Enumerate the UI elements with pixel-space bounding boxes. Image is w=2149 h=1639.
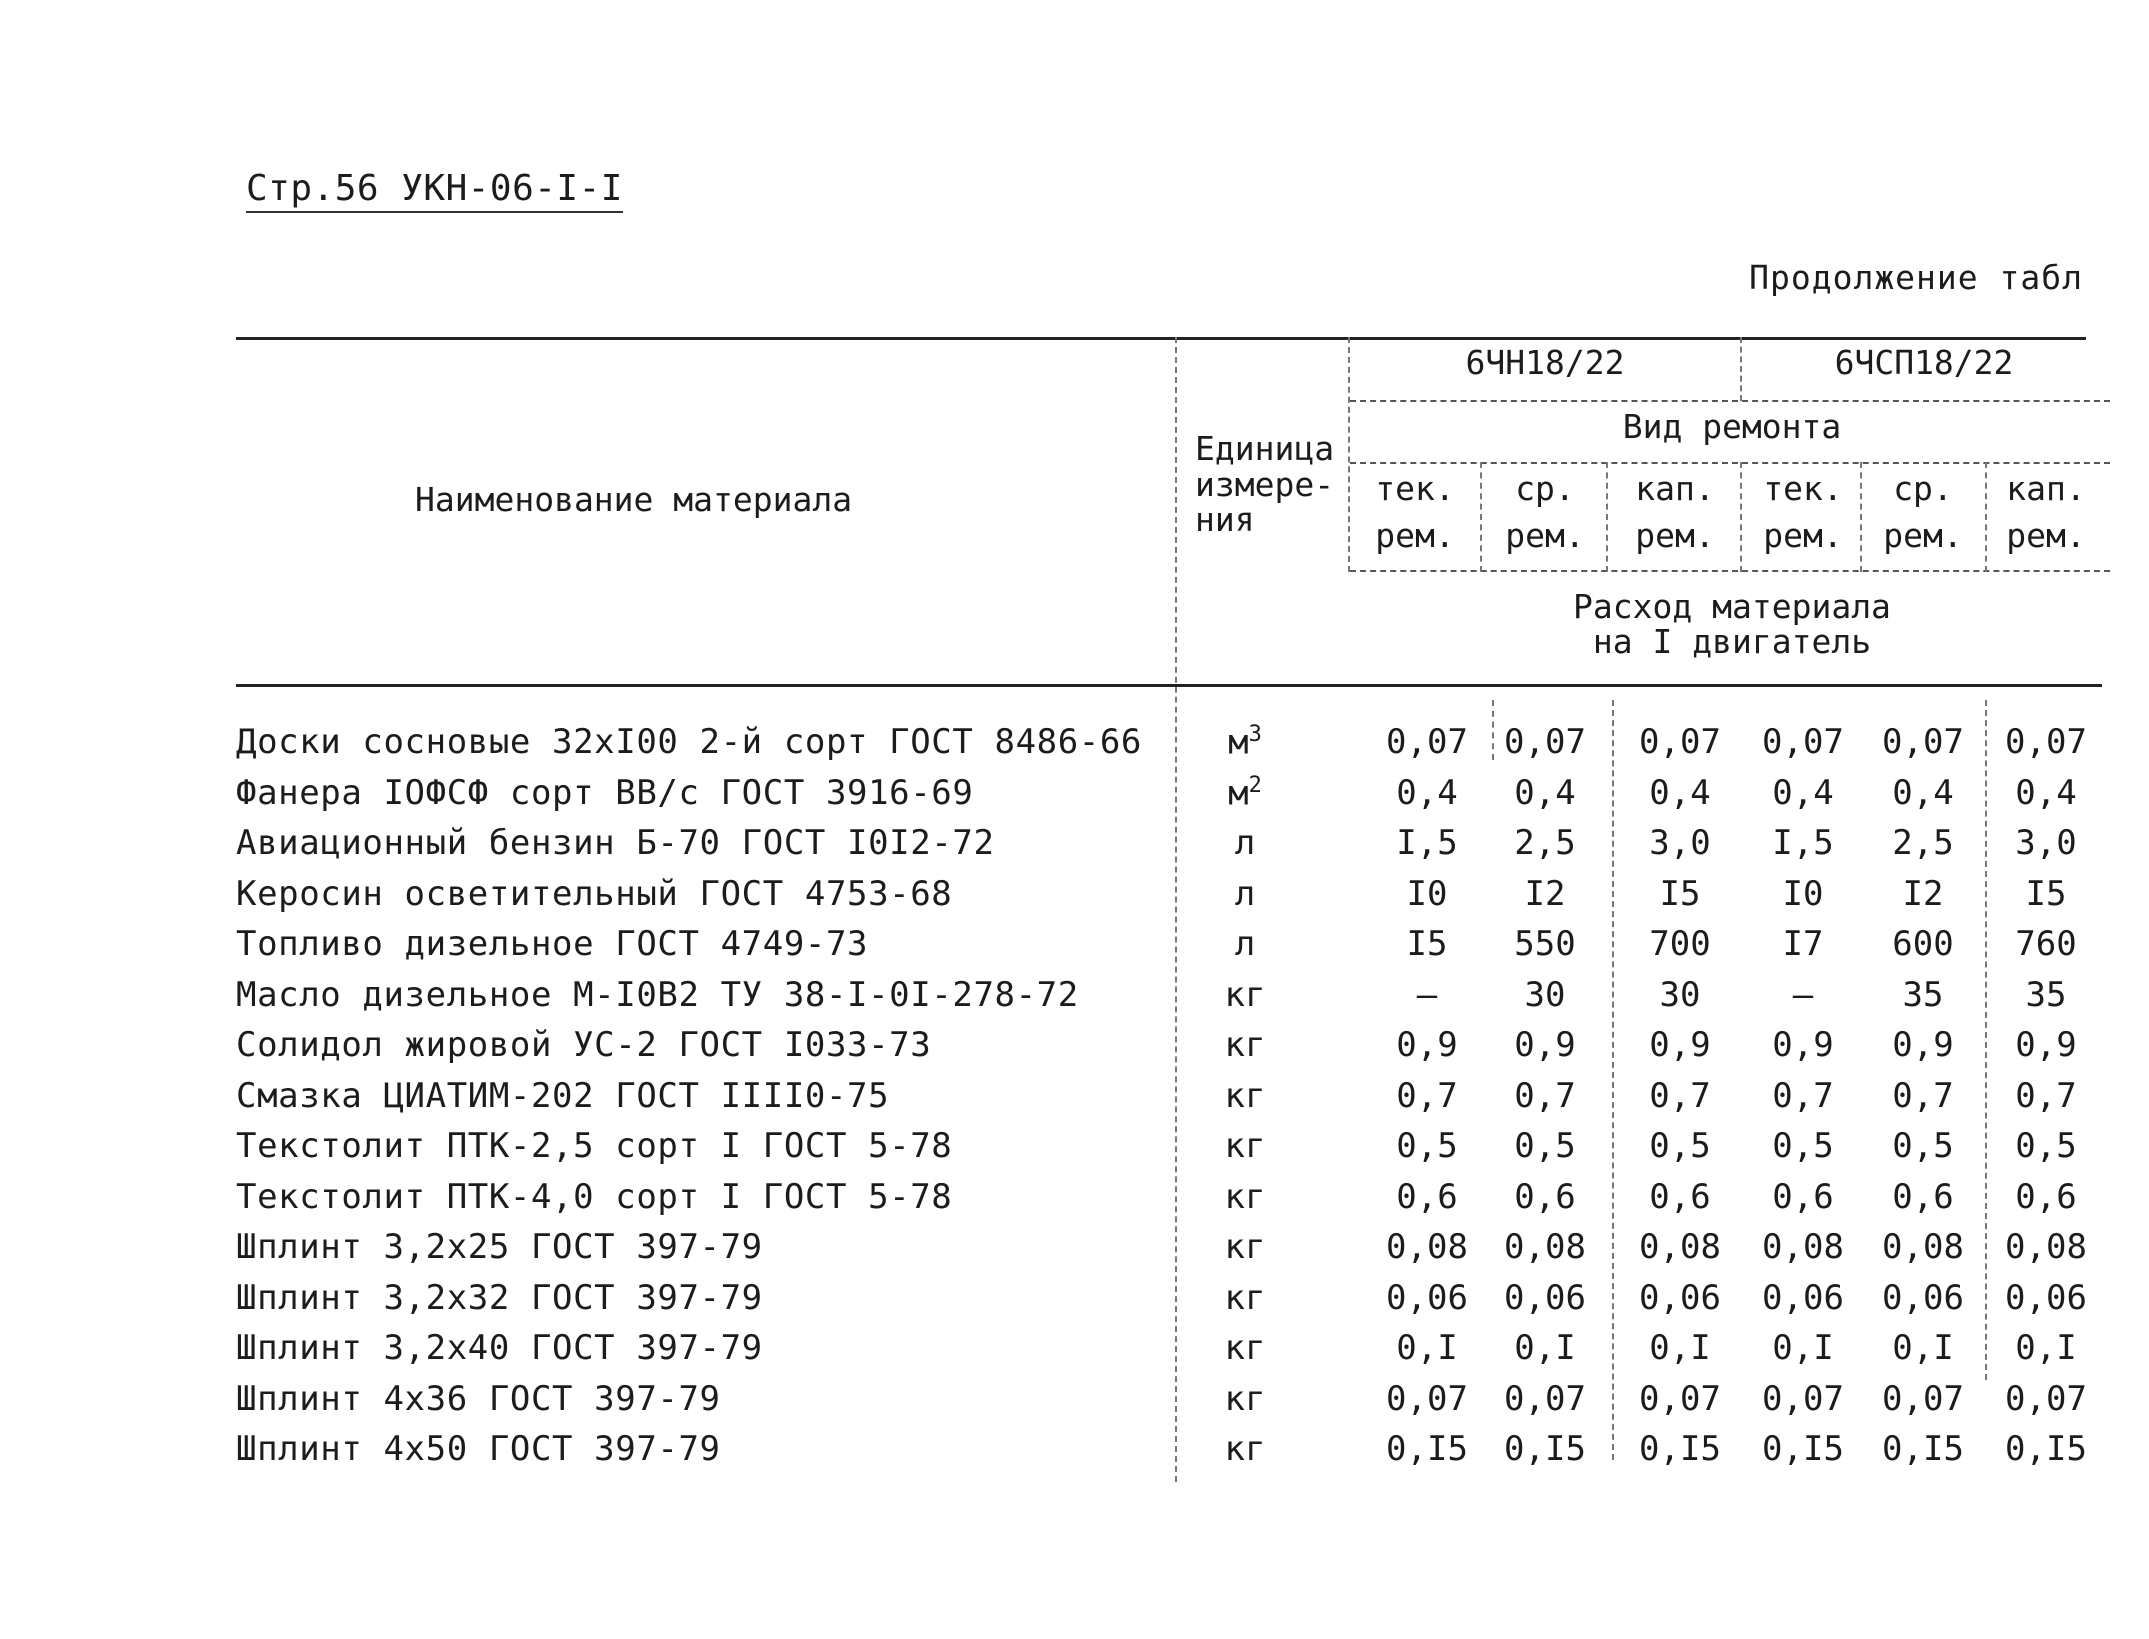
row-value-col-6: 0,07 <box>2005 722 2087 762</box>
row-value-col-3: 0,7 <box>1649 1076 1711 1116</box>
row-unit <box>1210 1379 1280 1419</box>
column-header-material-name: Наименование материала <box>415 480 853 519</box>
row-unit <box>1210 1429 1280 1469</box>
row-value-col-3: 0,06 <box>1639 1278 1721 1318</box>
row-value-col-3: 700 <box>1649 924 1711 964</box>
consumption-header-line-1: Расход материала <box>1573 587 1891 626</box>
row-value-col-2: 0,07 <box>1504 1379 1586 1419</box>
row-unit <box>1210 1076 1280 1116</box>
row-value-col-3: 0,9 <box>1649 1025 1711 1065</box>
row-unit-symbol: м <box>1228 722 1249 763</box>
repair-column-header-6-l1: кап. <box>2006 469 2086 508</box>
row-value-col-6: I5 <box>2025 874 2067 914</box>
row-value-col-4: 0,06 <box>1762 1278 1844 1318</box>
row-value-col-1: I0 <box>1406 874 1448 914</box>
row-material-name: Керосин осветительный ГОСТ 4753-68 <box>236 874 953 914</box>
row-material-name: Шплинт 4х36 ГОСТ 397-79 <box>236 1379 721 1419</box>
row-value-col-2: 0,7 <box>1514 1076 1576 1116</box>
row-value-col-5: 35 <box>1902 975 1944 1015</box>
row-unit <box>1210 1126 1280 1166</box>
row-material-name: Шплинт 3,2х25 ГОСТ 397-79 <box>236 1227 763 1267</box>
repair-type-rule <box>1350 462 2110 464</box>
row-unit <box>1210 874 1280 914</box>
row-unit <box>1210 1328 1280 1368</box>
row-unit-symbol: кг <box>1224 1278 1266 1318</box>
engine-divider <box>1740 337 1742 401</box>
data-col-divider-2 <box>1612 700 1614 1460</box>
row-material-name: Шплинт 3,2х32 ГОСТ 397-79 <box>236 1278 763 1318</box>
engine-header-rule <box>1350 400 2110 402</box>
row-value-col-2: 0,4 <box>1514 773 1576 813</box>
row-value-col-5: 0,I5 <box>1882 1429 1964 1469</box>
repair-column-header-1-l2: рем. <box>1375 516 1455 555</box>
page-reference: Стр.56 УКН-06-I-I <box>246 168 623 213</box>
row-value-col-1: I,5 <box>1396 823 1458 863</box>
row-value-col-4: I0 <box>1782 874 1824 914</box>
row-material-name: Шплинт 3,2х40 ГОСТ 397-79 <box>236 1328 763 1368</box>
row-value-col-5: 2,5 <box>1892 823 1954 863</box>
row-value-col-3: 0,5 <box>1649 1126 1711 1166</box>
row-unit-symbol: кг <box>1224 1429 1266 1469</box>
row-value-col-1: 0,07 <box>1386 722 1468 762</box>
row-value-col-2: 0,I5 <box>1504 1429 1586 1469</box>
row-material-name: Шплинт 4х50 ГОСТ 397-79 <box>236 1429 721 1469</box>
row-value-col-5: 0,07 <box>1882 722 1964 762</box>
row-value-col-5: 0,9 <box>1892 1025 1954 1065</box>
row-value-col-1: 0,4 <box>1396 773 1458 813</box>
repair-column-header-3-l1: кап. <box>1635 469 1715 508</box>
row-value-col-5: 0,07 <box>1882 1379 1964 1419</box>
row-unit-symbol: кг <box>1224 1076 1266 1116</box>
row-value-col-2: 0,9 <box>1514 1025 1576 1065</box>
row-value-col-3: 0,I <box>1649 1328 1711 1368</box>
row-value-col-6: 0,07 <box>2005 1379 2087 1419</box>
row-unit <box>1210 1177 1280 1217</box>
row-value-col-3: 0,I5 <box>1639 1429 1721 1469</box>
row-value-col-5: 0,7 <box>1892 1076 1954 1116</box>
column-header-unit-line-3: ния <box>1195 500 1255 539</box>
row-value-col-5: 0,5 <box>1892 1126 1954 1166</box>
row-value-col-6: 0,I5 <box>2005 1429 2087 1469</box>
row-unit-symbol: кг <box>1224 1177 1266 1217</box>
repair-column-header-2-l1: ср. <box>1515 469 1575 508</box>
row-value-col-4: I7 <box>1782 924 1824 964</box>
row-value-col-1: 0,07 <box>1386 1379 1468 1419</box>
repair-column-header-5-l1: ср. <box>1893 469 1953 508</box>
row-unit-exponent: 3 <box>1248 722 1262 747</box>
row-value-col-2: 550 <box>1514 924 1576 964</box>
row-value-col-6: 0,I <box>2015 1328 2077 1368</box>
repair-column-header-5-l2: рем. <box>1883 516 1963 555</box>
repair-column-header-2-l2: рем. <box>1505 516 1585 555</box>
row-value-col-6: 0,5 <box>2015 1126 2077 1166</box>
row-unit-symbol: м <box>1228 773 1249 814</box>
repair-column-header-4-l1: тек. <box>1763 469 1843 508</box>
table-continuation-label: Продолжение табл <box>1749 258 2083 297</box>
row-value-col-1: I5 <box>1406 924 1448 964</box>
row-value-col-4: 0,07 <box>1762 1379 1844 1419</box>
row-value-col-4: 0,07 <box>1762 722 1844 762</box>
row-material-name: Солидол жировой УС-2 ГОСТ I033-73 <box>236 1025 932 1065</box>
row-value-col-6: 0,06 <box>2005 1278 2087 1318</box>
row-value-col-6: 0,4 <box>2015 773 2077 813</box>
row-value-col-3: 0,07 <box>1639 1379 1721 1419</box>
unit-column-divider <box>1348 337 1350 572</box>
row-unit-symbol: кг <box>1224 1025 1266 1065</box>
row-value-col-4: 0,08 <box>1762 1227 1844 1267</box>
row-value-col-4: 0,I <box>1772 1328 1834 1368</box>
row-value-col-1: 0,9 <box>1396 1025 1458 1065</box>
row-value-col-4: 0,7 <box>1772 1076 1834 1116</box>
row-material-name: Текстолит ПТК-4,0 сорт I ГОСТ 5-78 <box>236 1177 953 1217</box>
row-unit <box>1210 924 1280 964</box>
repair-col-divider-1 <box>1480 462 1482 572</box>
row-material-name: Смазка ЦИАТИМ-202 ГОСТ IIII0-75 <box>236 1076 890 1116</box>
row-value-col-3: 0,07 <box>1639 722 1721 762</box>
repair-column-header-4-l2: рем. <box>1763 516 1843 555</box>
row-value-col-6: 0,7 <box>2015 1076 2077 1116</box>
row-value-col-2: 0,08 <box>1504 1227 1586 1267</box>
row-value-col-1: – <box>1416 975 1438 1015</box>
repair-column-header-6-l2: рем. <box>2006 516 2086 555</box>
row-unit <box>1210 722 1280 762</box>
repair-type-header: Вид ремонта <box>1622 407 1842 446</box>
row-value-col-5: 600 <box>1892 924 1954 964</box>
column-header-unit-line-2: измере- <box>1195 465 1335 504</box>
row-material-name: Топливо дизельное ГОСТ 4749-73 <box>236 924 869 964</box>
row-value-col-4: 0,I5 <box>1762 1429 1844 1469</box>
column-header-unit-line-1: Единица <box>1195 429 1335 468</box>
row-value-col-5: 0,08 <box>1882 1227 1964 1267</box>
name-column-divider <box>1175 337 1177 1482</box>
row-value-col-2: 0,5 <box>1514 1126 1576 1166</box>
row-value-col-3: 30 <box>1659 975 1701 1015</box>
row-unit-exponent: 2 <box>1248 773 1262 798</box>
row-value-col-3: I5 <box>1659 874 1701 914</box>
row-value-col-4: I,5 <box>1772 823 1834 863</box>
row-unit-symbol: л <box>1234 823 1256 863</box>
row-unit-symbol: л <box>1234 924 1256 964</box>
row-material-name: Фанера IОФСФ сорт ВВ/с ГОСТ 3916-69 <box>236 773 974 813</box>
row-value-col-6: 0,6 <box>2015 1177 2077 1217</box>
row-unit <box>1210 1278 1280 1318</box>
row-value-col-1: 0,I <box>1396 1328 1458 1368</box>
row-material-name: Масло дизельное М-I0В2 ТУ 38-I-0I-278-72 <box>236 975 1079 1015</box>
row-value-col-1: 0,7 <box>1396 1076 1458 1116</box>
repair-column-header-3-l2: рем. <box>1635 516 1715 555</box>
repair-col-divider-3 <box>1740 462 1742 572</box>
row-unit <box>1210 823 1280 863</box>
row-value-col-2: 0,6 <box>1514 1177 1576 1217</box>
row-value-col-3: 0,4 <box>1649 773 1711 813</box>
row-value-col-6: 760 <box>2015 924 2077 964</box>
row-value-col-3: 0,6 <box>1649 1177 1711 1217</box>
row-unit-symbol: кг <box>1224 1328 1266 1368</box>
row-unit-symbol: кг <box>1224 975 1266 1015</box>
consumption-header-line-2: на I двигатель <box>1592 622 1872 661</box>
row-unit <box>1210 1025 1280 1065</box>
row-value-col-5: I2 <box>1902 874 1944 914</box>
engine-header-6ChSP: 6ЧСП18/22 <box>1834 343 2014 382</box>
row-value-col-6: 0,08 <box>2005 1227 2087 1267</box>
row-value-col-6: 0,9 <box>2015 1025 2077 1065</box>
row-unit-symbol: кг <box>1224 1227 1266 1267</box>
row-material-name: Доски сосновые 32хI00 2-й сорт ГОСТ 8486-66 <box>236 722 1142 762</box>
row-value-col-5: 0,6 <box>1892 1177 1954 1217</box>
table-top-rule <box>236 337 2086 340</box>
row-value-col-2: 30 <box>1524 975 1566 1015</box>
row-unit-symbol: кг <box>1224 1126 1266 1166</box>
repair-col-divider-2 <box>1606 462 1608 572</box>
row-value-col-4: 0,6 <box>1772 1177 1834 1217</box>
row-value-col-4: 0,5 <box>1772 1126 1834 1166</box>
row-value-col-6: 35 <box>2025 975 2067 1015</box>
row-value-col-4: 0,4 <box>1772 773 1834 813</box>
repair-column-header-1-l1: тек. <box>1375 469 1455 508</box>
row-value-col-4: – <box>1792 975 1814 1015</box>
row-material-name: Текстолит ПТК-2,5 сорт I ГОСТ 5-78 <box>236 1126 953 1166</box>
row-value-col-2: I2 <box>1524 874 1566 914</box>
row-unit <box>1210 773 1280 813</box>
row-unit <box>1210 975 1280 1015</box>
row-value-col-5: 0,I <box>1892 1328 1954 1368</box>
row-value-col-5: 0,4 <box>1892 773 1954 813</box>
table-header-bottom-rule <box>236 684 2102 687</box>
row-unit-symbol: кг <box>1224 1379 1266 1419</box>
row-value-col-3: 0,08 <box>1639 1227 1721 1267</box>
row-value-col-2: 2,5 <box>1514 823 1576 863</box>
row-unit-symbol: л <box>1234 874 1256 914</box>
row-value-col-1: 0,06 <box>1386 1278 1468 1318</box>
row-value-col-5: 0,06 <box>1882 1278 1964 1318</box>
row-value-col-2: 0,I <box>1514 1328 1576 1368</box>
row-material-name: Авиационный бензин Б-70 ГОСТ I0I2-72 <box>236 823 995 863</box>
row-value-col-2: 0,07 <box>1504 722 1586 762</box>
row-unit <box>1210 1227 1280 1267</box>
row-value-col-6: 3,0 <box>2015 823 2077 863</box>
row-value-col-1: 0,I5 <box>1386 1429 1468 1469</box>
row-value-col-4: 0,9 <box>1772 1025 1834 1065</box>
row-value-col-1: 0,5 <box>1396 1126 1458 1166</box>
row-value-col-1: 0,6 <box>1396 1177 1458 1217</box>
repair-cols-rule <box>1350 570 2110 572</box>
engine-header-6ChN: 6ЧН18/22 <box>1465 343 1625 382</box>
row-value-col-2: 0,06 <box>1504 1278 1586 1318</box>
row-value-col-1: 0,08 <box>1386 1227 1468 1267</box>
row-value-col-3: 3,0 <box>1649 823 1711 863</box>
